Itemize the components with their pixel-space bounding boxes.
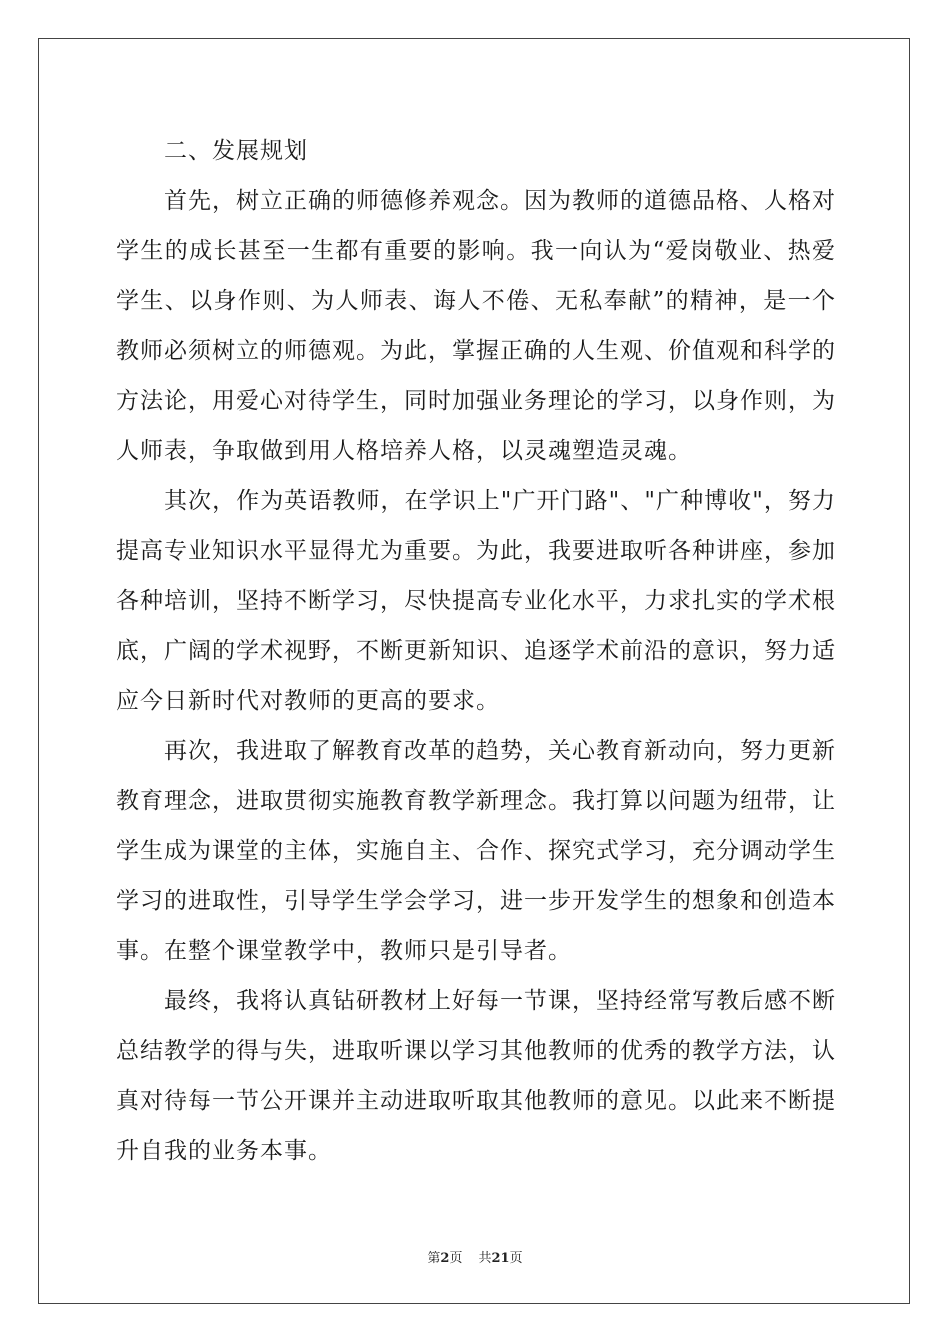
current-page-number: 2 bbox=[440, 1251, 450, 1266]
total-prefix: 共 bbox=[478, 1251, 492, 1266]
paragraph-4: 最终，我将认真钻研教材上好每一节课，坚持经常写教后感不断总结教学的得与失，进取听课以学习其他教师的优秀的教学方法，认真对待每一节公开课并主动进取听取其他教师的意见。以此来不断提升自我的业务本事。 bbox=[116, 988, 836, 1164]
page-prefix: 第 bbox=[427, 1251, 441, 1266]
paragraph-1: 首先，树立正确的师德修养观念。因为教师的道德品格、人格对学生的成长甚至一生都有重要的影响。我一向认为“爱岗敬业、热爱学生、以身作则、为人师表、诲人不倦、无私奉献”的精神，是一个教师必须树立的师德观。为此，掌握正确的人生观、价值观和科学的方法论，用爱心对待学生，同时加强业务理论的学习，以身作则，为人师表，争取做到用人格培养人格，以灵魂塑造灵魂。 bbox=[116, 188, 836, 464]
document-body bbox=[116, 126, 836, 1176]
page-number-footer bbox=[0, 1247, 950, 1266]
total-page-number: 21 bbox=[491, 1251, 510, 1266]
section-heading: 二、发展规划 bbox=[164, 138, 308, 164]
paragraph-3: 再次，我进取了解教育改革的趋势，关心教育新动向，努力更新教育理念，进取贯彻实施教育教学新理念。我打算以问题为纽带，让学生成为课堂的主体，实施自主、合作、探究式学习，充分调动学生学习的进取性，引导学生学会学习，进一步开发学生的想象和创造本事。在整个课堂教学中，教师只是引导者。 bbox=[116, 738, 836, 964]
paragraph-2: 其次，作为英语教师，在学识上"广开门路"、"广种博收"，努力提高专业知识水平显得尤为重要。为此，我要进取听各种讲座，参加各种培训，坚持不断学习，尽快提高专业化水平，力求扎实的学术根底，广阔的学术视野，不断更新知识、追逐学术前沿的意识，努力适应今日新时代对教师的更高的要求。 bbox=[116, 488, 836, 714]
page-suffix: 页 bbox=[449, 1251, 463, 1266]
total-suffix: 页 bbox=[509, 1251, 523, 1266]
